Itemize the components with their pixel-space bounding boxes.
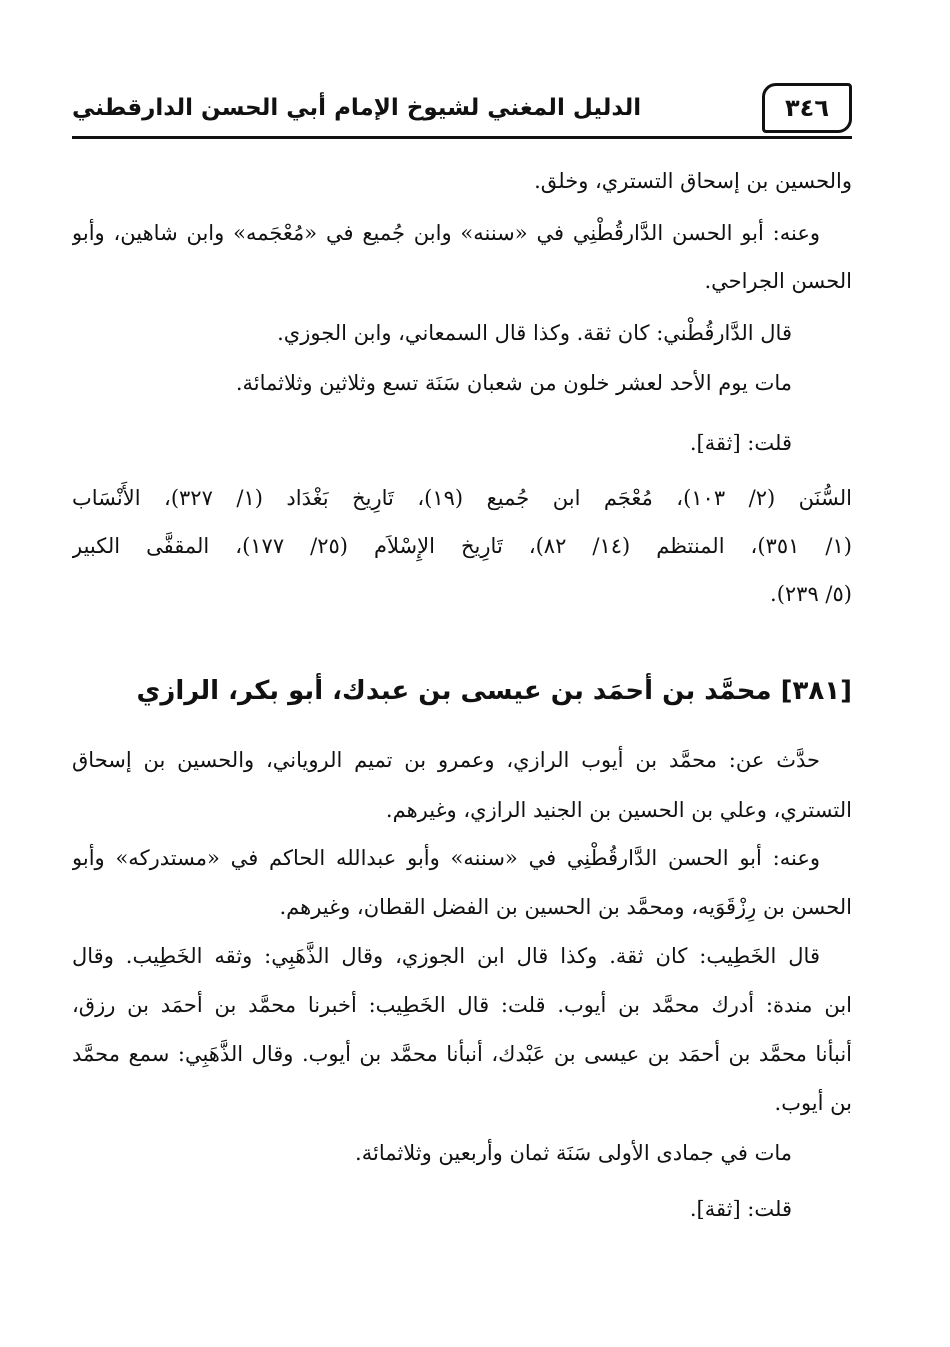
page-number: ٣٤٦ xyxy=(785,94,829,122)
entry-heading: [٣٨١] محمَّد بن أحمَد بن عيسى بن عبدك، أبو بكر، الرازي xyxy=(136,676,852,706)
body-line: بن أيوب. xyxy=(774,1091,852,1115)
sources-line: (١/ ٣٥١)، المنتظم (١٤/ ٨٢)، تَارِيخ الإِسْلاَم (٢٥/ ١٧٧)، المقفَّى الكبير xyxy=(72,534,852,558)
sources-line: السُّنَن (٢/ ١٠٣)، مُعْجَم ابن جُميع (١٩)، تَارِيخ بَغْدَاد (١/ ٣٢٧)، الأَنْسَاب xyxy=(72,486,852,510)
body-line: وعنه: أبو الحسن الدَّارقُطْنِي في «سننه» وابن جُميع في «مُعْجَمه» وابن شاهين، وأبو xyxy=(72,221,820,245)
body-line: مات في جمادى الأولى سَنَة ثمان وأربعين وثلاثمائة. xyxy=(355,1141,792,1165)
body-line: أنبأنا محمَّد بن أحمَد بن عيسى بن عَبْدك، أنبأنا محمَّد بن أيوب. وقال الذَّهَبِي: سمع محمَّد xyxy=(72,1042,852,1066)
body-line: مات يوم الأحد لعشر خلون من شعبان سَنَة تسع وثلاثين وثلاثمائة. xyxy=(235,371,792,395)
body-line: قال الدَّارقُطْني: كان ثقة. وكذا قال السمعاني، وابن الجوزي. xyxy=(277,321,792,345)
body-line: ابن مندة: أدرك محمَّد بن أيوب. قلت: قال الخَطِيب: أخبرنا محمَّد بن أحمَد بن رزق، xyxy=(72,993,852,1017)
body-line: والحسين بن إسحاق التستري، وخلق. xyxy=(534,169,852,193)
body-line: الحسن بن رِزْقَوَيه، ومحمَّد بن الحسين بن الفضل القطان، وغيرهم. xyxy=(279,895,852,919)
body-line: الحسن الجراحي. xyxy=(704,269,852,293)
body-line: وعنه: أبو الحسن الدَّارقُطْنِي في «سننه» وأبو عبدالله الحاكم في «مستدركه» وأبو xyxy=(72,846,820,870)
body-line: التستري، وعلي بن الحسين بن الجنيد الرازي، وغيرهم. xyxy=(385,798,852,822)
running-title: الدليل المغني لشيوخ الإمام أبي الحسن الدارقطني xyxy=(72,95,642,121)
body-line: قال الخَطِيب: كان ثقة. وكذا قال ابن الجوزي، وقال الذَّهَبِي: وثقه الخَطِيب. وقال xyxy=(72,944,820,968)
page-body xyxy=(72,0,852,1347)
body-line: حدَّث عن: محمَّد بن أيوب الرازي، وعمرو بن تميم الروياني، والحسين بن إسحاق xyxy=(72,748,820,772)
verdict-line: قلت: [ثقة]. xyxy=(689,1197,792,1221)
verdict-line: قلت: [ثقة]. xyxy=(689,431,792,455)
sources-line: (٥/ ٢٣٩). xyxy=(770,582,852,606)
